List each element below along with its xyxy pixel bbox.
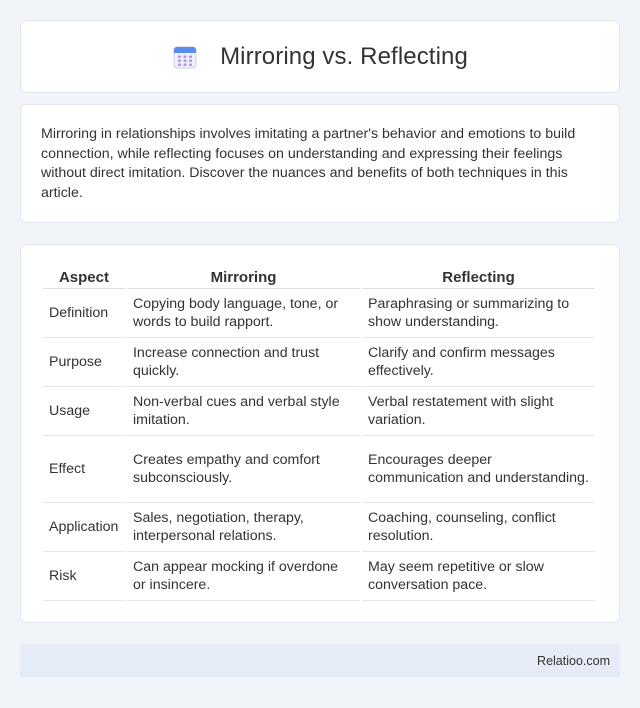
cell-mirroring: Sales, negotiation, therapy, interpersonal relations. xyxy=(127,503,360,552)
table-row xyxy=(43,436,595,503)
footer-site-link[interactable]: Relatioo.com xyxy=(537,653,610,668)
table-row xyxy=(43,552,595,601)
table-row xyxy=(43,289,595,338)
cell-mirroring: Copying body language, tone, or words to build rapport. xyxy=(127,289,360,338)
title-card xyxy=(20,20,620,93)
cell-reflecting: May seem repetitive or slow conversation pace. xyxy=(362,552,595,601)
page-title: Mirroring vs. Reflecting xyxy=(220,42,468,70)
cell-aspect: Effect xyxy=(43,436,125,503)
cell-reflecting: Coaching, counseling, conflict resolution. xyxy=(362,503,595,552)
header-reflecting: Reflecting xyxy=(362,265,595,289)
cell-aspect: Purpose xyxy=(43,338,125,387)
table-row xyxy=(43,338,595,387)
cell-mirroring: Can appear mocking if overdone or insincere. xyxy=(127,552,360,601)
header-mirroring: Mirroring xyxy=(127,265,360,289)
footer xyxy=(20,644,620,677)
table-header-row xyxy=(43,265,595,289)
cell-aspect: Application xyxy=(43,503,125,552)
intro-text: Mirroring in relationships involves imitating a partner's behavior and emotions to build connection, while reflecting focuses on understanding and expressing their feelings without direct imitation. Discover the nuances and benefits of both techniques in this article. xyxy=(41,126,576,201)
comparison-table-card xyxy=(20,244,620,623)
calendar-icon xyxy=(172,44,198,70)
cell-mirroring: Creates empathy and comfort subconsciously. xyxy=(127,436,360,503)
cell-aspect: Definition xyxy=(43,289,125,338)
header-aspect: Aspect xyxy=(43,265,125,289)
cell-mirroring: Non-verbal cues and verbal style imitation. xyxy=(127,387,360,436)
title-row xyxy=(172,43,468,71)
table-row xyxy=(43,387,595,436)
cell-reflecting: Clarify and confirm messages effectively. xyxy=(362,338,595,387)
intro-card xyxy=(20,104,620,223)
table-row xyxy=(43,503,595,552)
cell-aspect: Risk xyxy=(43,552,125,601)
cell-reflecting: Paraphrasing or summarizing to show understanding. xyxy=(362,289,595,338)
comparison-table xyxy=(41,265,597,601)
cell-mirroring: Increase connection and trust quickly. xyxy=(127,338,360,387)
cell-reflecting: Encourages deeper communication and understanding. xyxy=(362,436,595,503)
cell-reflecting: Verbal restatement with slight variation. xyxy=(362,387,595,436)
cell-aspect: Usage xyxy=(43,387,125,436)
